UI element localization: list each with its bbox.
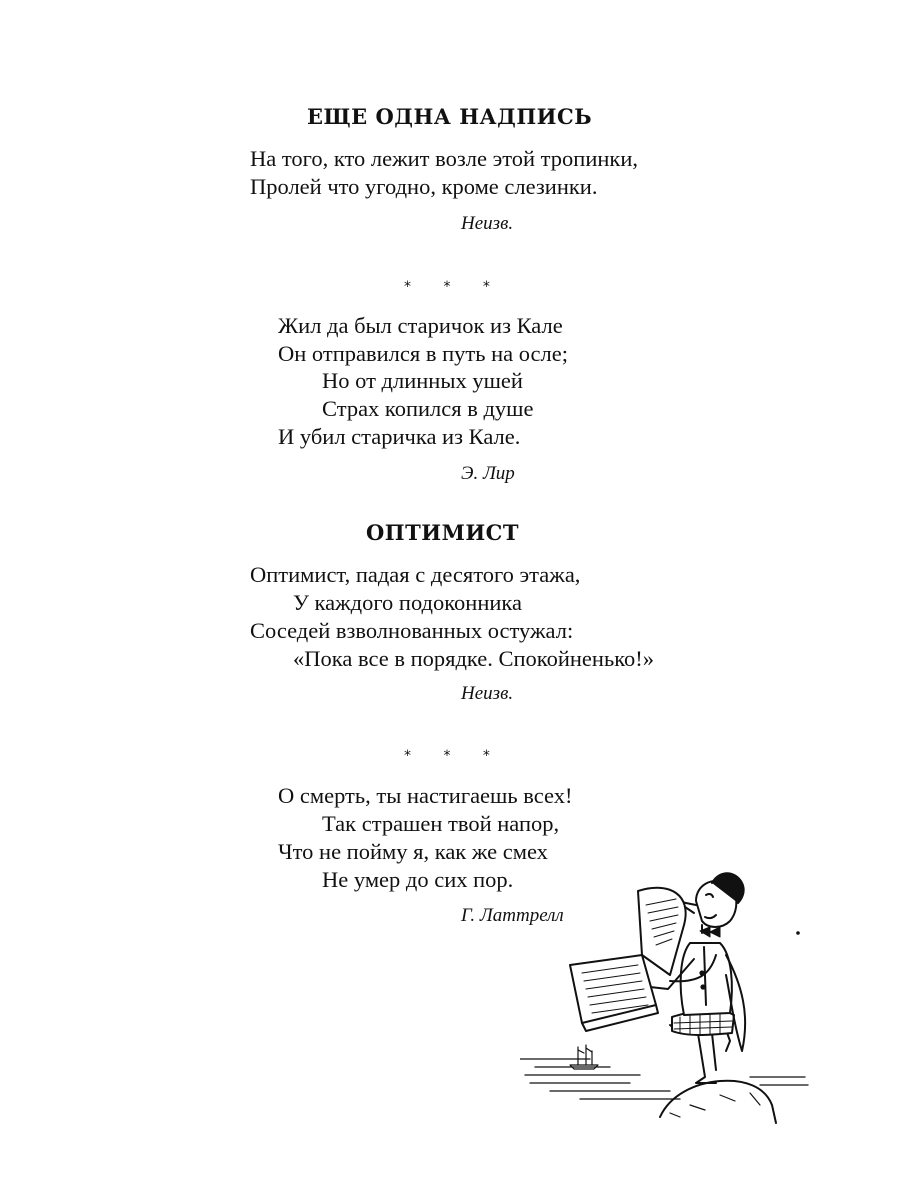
poem-line: Что не пойму я, как же смех bbox=[278, 839, 548, 864]
man-reading-book-on-cliff-drawing-icon bbox=[520, 855, 810, 1125]
ship-icon bbox=[570, 1045, 598, 1069]
poem-line: На того, кто лежит возле этой тропинки, bbox=[250, 146, 639, 171]
poem-line: «Пока все в порядке. Спокойненько!» bbox=[293, 646, 654, 671]
poem-line: Не умер до сих пор. bbox=[322, 867, 514, 892]
poem-line: Так страшен твой напор, bbox=[322, 811, 560, 836]
poem-line: Он отправился в путь на осле; bbox=[278, 341, 569, 366]
poem-author: Неизв. bbox=[461, 213, 514, 234]
poem-line: Страх копился в душе bbox=[322, 396, 534, 421]
poem-title: ЕЩЕ ОДНА НАДПИСЬ bbox=[307, 104, 593, 129]
poem-line: Соседей взволнованных остужал: bbox=[250, 618, 574, 643]
poem-author: Э. Лир bbox=[461, 463, 515, 484]
poem-line: Пролей что угодно, кроме слезинки. bbox=[250, 174, 598, 199]
poem-author: Г. Латтрелл bbox=[461, 905, 564, 926]
poem-line: О смерть, ты настигаешь всех! bbox=[278, 783, 573, 808]
poem-line: У каждого подоконника bbox=[293, 590, 522, 615]
poem-title: ОПТИМИСТ bbox=[366, 520, 520, 545]
section-separator: * * * bbox=[404, 279, 504, 295]
poem-line: Оптимист, падая с десятого этажа, bbox=[250, 562, 581, 587]
poem-author: Неизв. bbox=[461, 683, 514, 704]
poem-line: Жил да был старичок из Кале bbox=[278, 313, 563, 338]
poem-line: Но от длинных ушей bbox=[322, 368, 523, 393]
section-separator: * * * bbox=[404, 748, 504, 764]
poem-line: И убил старичка из Кале. bbox=[278, 424, 521, 449]
